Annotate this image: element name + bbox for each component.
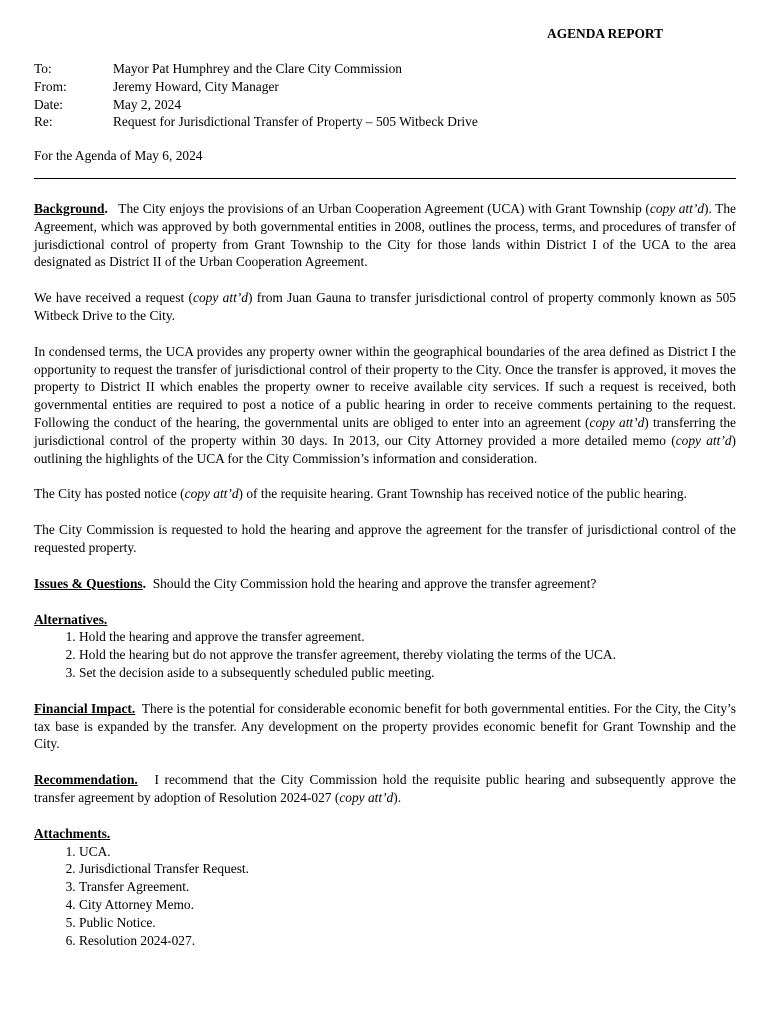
memo-to-label: To: (34, 61, 52, 76)
issues-paragraph: Issues & Questions. Should the City Commission hold the hearing and approve the transfer agreement? (34, 575, 597, 591)
copy-attached-ref: copy att’d (675, 432, 732, 448)
list-item: 1. UCA. (79, 843, 736, 861)
list-item: 6. Resolution 2024-027. (79, 932, 736, 950)
copy-attached-ref: copy att’d (184, 486, 239, 502)
issues-heading: Issues & Questions (34, 575, 143, 591)
agenda-date-line: For the Agenda of May 6, 2024 (34, 148, 203, 163)
memo-from-label: From: (34, 78, 67, 94)
list-item: 2. Hold the hearing but do not approve the transfer agreement, thereby violating the terms of the UCA. (79, 646, 736, 664)
attachments-heading: Attachments. (34, 825, 111, 841)
memo-date-label: Date: (34, 96, 63, 112)
background-heading: Background (34, 201, 105, 216)
memo-re-label: Re: (34, 114, 53, 130)
list-item: 3. Transfer Agreement. (79, 878, 736, 896)
alternatives-heading: Alternatives. (34, 611, 108, 627)
report-body (34, 200, 736, 949)
background-paragraph-2: We have received a request (copy att’d) from Juan Gauna to transfer jurisdictional control of property commonly known as 505 Witbeck Drive to the City. (34, 290, 736, 323)
list-item: 4. City Attorney Memo. (79, 896, 736, 914)
list-item: 5. Public Notice. (79, 914, 736, 932)
memo-from-value: Jeremy Howard, City Manager (113, 78, 279, 94)
memo-from-row (34, 78, 478, 96)
list-item: 1. Hold the hearing and approve the transfer agreement. (79, 628, 736, 646)
memo-re-value: Request for Jurisdictional Transfer of Property – 505 Witbeck Drive (113, 114, 478, 130)
attachments-list (34, 843, 736, 950)
copy-attached-ref: copy att’d (193, 290, 248, 306)
memo-header (34, 60, 478, 131)
background-paragraph-3: In condensed terms, the UCA provides any property owner within the geographical boundaries of the area defined as District I the opportunity to request the transfer of jurisdictional control of their property to the City. Once the transfer is approved, it moves the property to District II which enables the property owner to receive available city services. If such a request is received, both governmental entities are required to post a notice of a public hearing in order to receive comments pertaining to the request. Following the conduct of the hearing, the governmental units are obliged to enter into an agreement (copy att’d) transferring the jurisdictional control of the property within 30 days. In 2013, our City Attorney provided a more detailed memo (copy att’d) outlining the highlights of the UCA for the City Commission’s information and consideration. (34, 343, 736, 466)
memo-re-row (34, 113, 478, 131)
memo-to-row (34, 60, 478, 78)
copy-attached-ref: copy att’d (649, 201, 705, 216)
memo-to-value: Mayor Pat Humphrey and the Clare City Commission (113, 61, 402, 76)
background-paragraph-4: The City has posted notice (copy att’d) of the requisite hearing. Grant Township has received notice of the public hearing. (34, 486, 687, 502)
background-paragraph-1: Background. The City enjoys the provisions of an Urban Cooperation Agreement (UCA) with Grant Township (copy att’d). The Agreement, which was approved by both governmental entities in 2008, outlines the process, terms, and procedures of transfer of jurisdictional control of property from Grant Township to the City for those lands within District I of the UCA to the area designated as District II of the Urban Cooperation Agreement. (34, 201, 736, 270)
report-title: AGENDA REPORT (547, 26, 663, 41)
recommendation-paragraph: Recommendation. I recommend that the City Commission hold the requisite public hearing and subsequently approve the transfer agreement by adoption of Resolution 2024-027 (copy att’d). (34, 772, 737, 805)
copy-attached-ref: copy att’d (339, 789, 394, 805)
alternatives-list (34, 628, 736, 681)
financial-heading: Financial Impact. (34, 700, 136, 716)
financial-paragraph: Financial Impact. There is the potential for considerable economic benefit for both governmental entities. For the City, the City’s tax base is expanded by the transfer. Any development on the property provides economic benefit for Grant Township and the City. (34, 700, 736, 752)
list-item: 3. Set the decision aside to a subsequently scheduled public meeting. (79, 664, 736, 682)
recommendation-heading: Recommendation. (34, 772, 138, 788)
background-paragraph-5: The City Commission is requested to hold the hearing and approve the agreement for the transfer of jurisdictional control of the requested property. (34, 522, 736, 555)
memo-date-value: May 2, 2024 (113, 96, 182, 112)
list-item: 2. Jurisdictional Transfer Request. (79, 860, 736, 878)
copy-attached-ref: copy att’d (589, 414, 645, 430)
header-divider (34, 178, 736, 179)
memo-date-row (34, 96, 478, 114)
